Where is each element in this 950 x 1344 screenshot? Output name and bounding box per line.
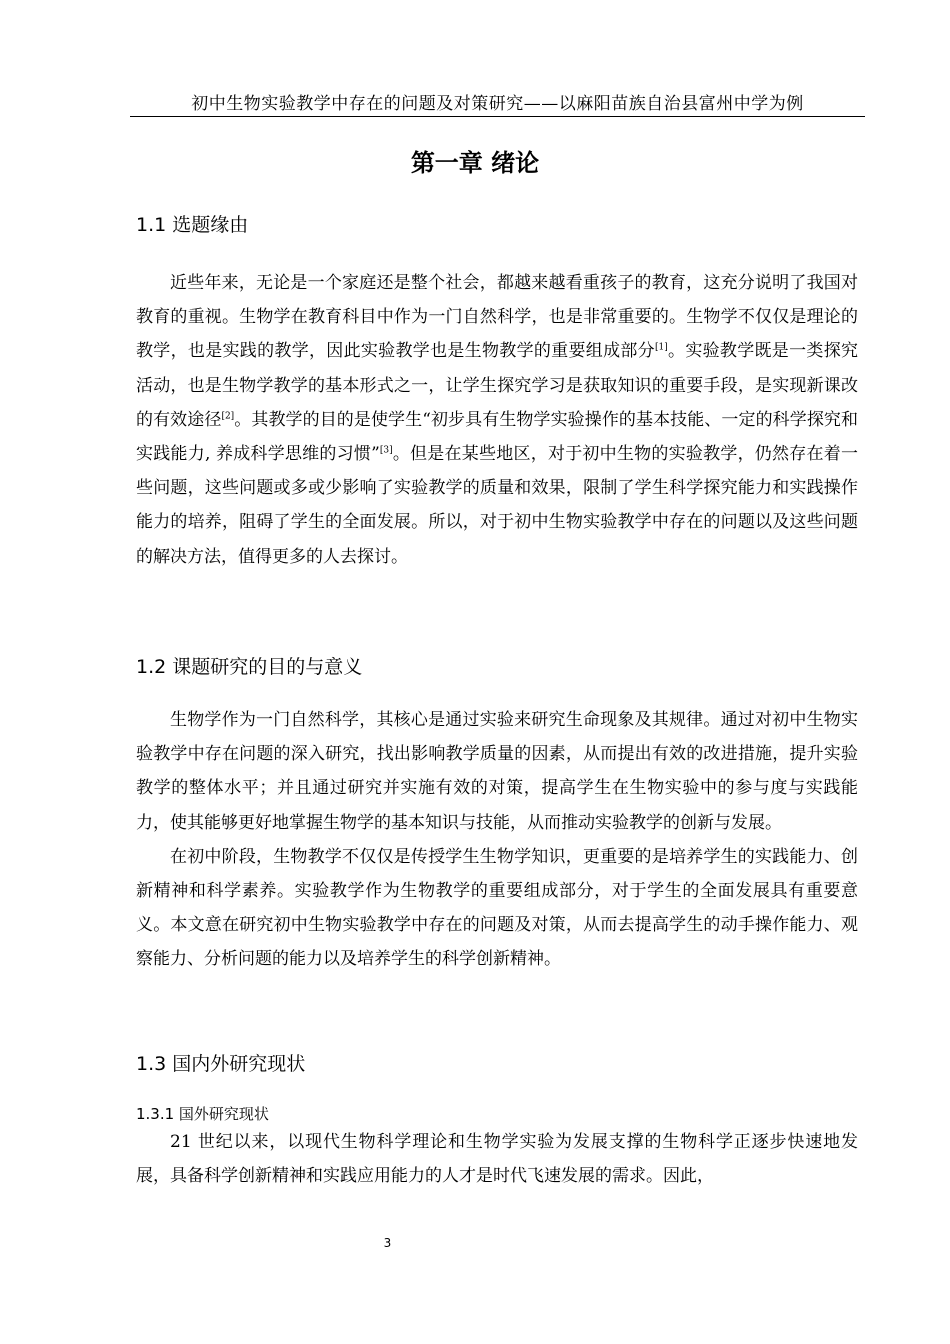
text-segment: 。其教学的目的是使学生“初步具有生物学实验操作的基本技能、一定的科学探究和实践能力, 养成科学思维的习惯” <box>136 409 859 465</box>
page-number: 3 <box>383 1236 392 1250</box>
citation-ref: [1] <box>654 342 668 353</box>
subsection-1-3-1-body <box>136 1125 858 1193</box>
section-heading-1-2: 1.2 课题研究的目的与意义 <box>136 656 363 678</box>
header-rule <box>130 116 865 117</box>
citation-ref: [3] <box>379 445 393 456</box>
running-header: 初中生物实验教学中存在的问题及对策研究——以麻阳苗族自治县富州中学为例 <box>191 94 804 114</box>
paragraph <box>136 266 858 574</box>
paragraph: 在初中阶段，生物教学不仅仅是传授学生生物学知识，更重要的是培养学生的实践能力、创新精神和科学素养。实验教学作为生物教学的重要组成部分，对于学生的全面发展具有重要意义。本文意在研究初中生物实验教学中存在的问题及对策，从而去提高学生的动手操作能力、观察能力、分析问题的能力以及培养学生的科学创新精神。 <box>136 846 858 970</box>
paragraph: 生物学作为一门自然科学，其核心是通过实验来研究生命现象及其规律。通过对初中生物实验教学中存在问题的深入研究，找出影响教学质量的因素，从而提出有效的改进措施，提升实验教学的整体水平；并且通过研究并实施有效的对策，提高学生在生物实验中的参与度与实践能力，使其能够更好地掌握生物学的基本知识与技能，从而推动实验教学的创新与发展。 <box>136 710 858 833</box>
text-segment: 。实验教学既是一类探究活动，也是生物学教学的基本形式之一，让学生探究学习是获取知识的重要手段，是实现新课改的有效途径 <box>136 341 859 430</box>
chapter-title: 第一章 绪论 <box>410 149 540 177</box>
text-segment: 近些年来，无论是一个家庭还是整个社会，都越来越看重孩子的教育，这充分说明了我国对教育的重视。生物学在教育科目中作为一门自然科学，也是非常重要的。生物学不仅仅是理论的教学，也是实践的教学，因此实验教学也是生物教学的重要组成部分 <box>136 273 858 362</box>
section-heading-1-1: 1.1 选题缘由 <box>136 214 249 236</box>
paragraph: 21 世纪以来，以现代生物科学理论和生物学实验为发展支撑的生物科学正逐步快速地发展，具备科学创新精神和实践应用能力的人才是时代飞速发展的需求。因此， <box>136 1132 858 1187</box>
section-1-1-body <box>136 266 858 574</box>
section-1-2-body <box>136 703 858 977</box>
text-segment: 。但是在某些地区，对于初中生物的实验教学，仍然存在着一些问题，这些问题或多或少影响了实验教学的质量和效果，限制了学生科学探究能力和实践操作能力的培养，阻碍了学生的全面发展。所以，对于初中生物实验教学中存在的问题以及这些问题的解决方法，值得更多的人去探讨。 <box>136 444 858 567</box>
subsection-heading-1-3-1: 1.3.1 国外研究现状 <box>136 1105 269 1123</box>
citation-ref: [2] <box>221 411 235 422</box>
section-heading-1-3: 1.3 国内外研究现状 <box>136 1053 306 1075</box>
